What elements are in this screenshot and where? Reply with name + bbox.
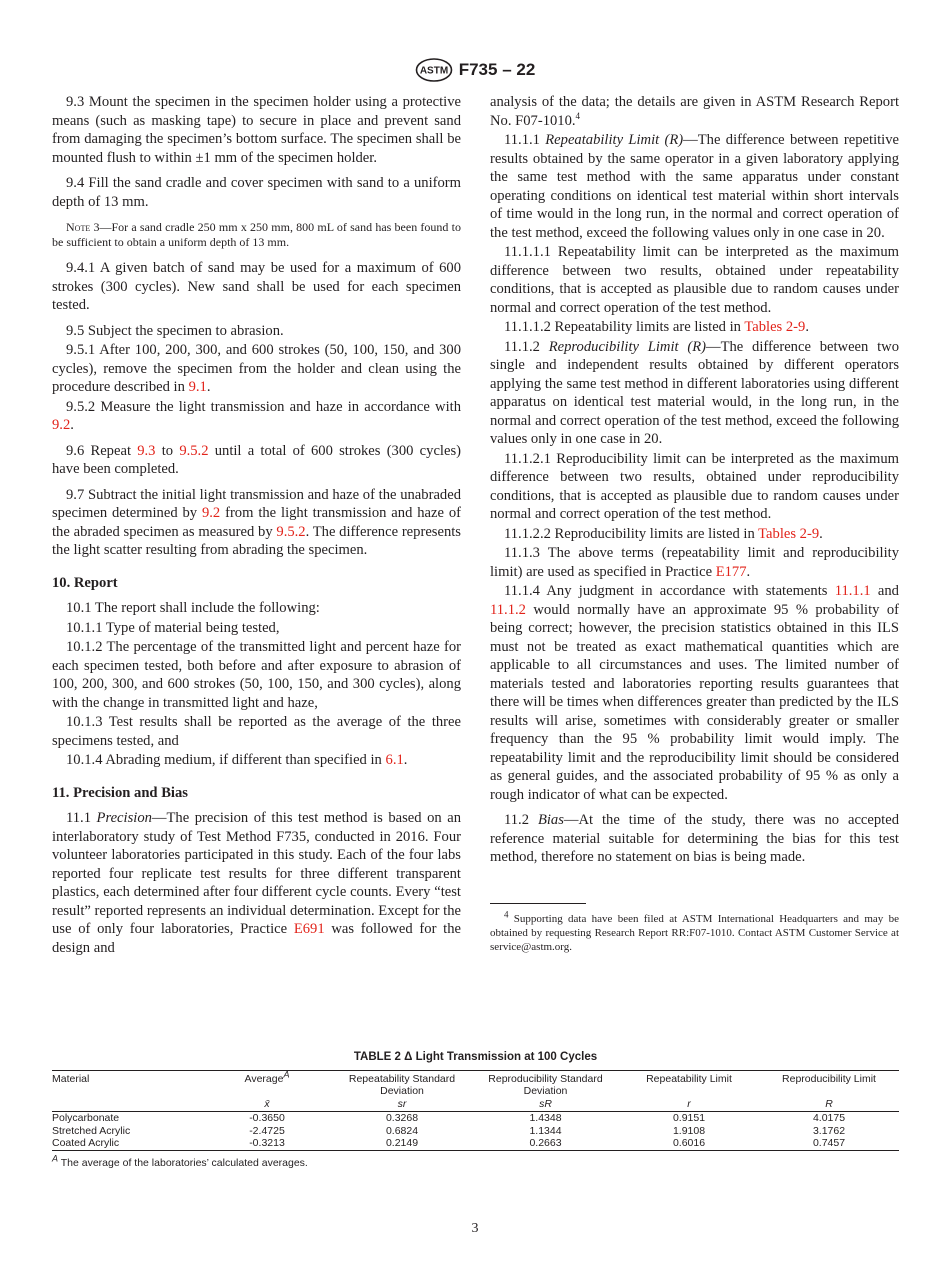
paragraph-10-1-4: 10.1.4 Abrading medium, if different than specified in 6.1. [66,752,408,768]
paragraph-11-1-3: 11.1.3 The above terms (repeatability limit and reproducibility limit) are used as specified in Practice E177. [490,545,899,580]
column-header: Reproducibility Standard Deviation [488,1072,603,1097]
table-cell: 0.3268 [385,1112,419,1124]
table-cell: 0.2663 [529,1137,562,1149]
column-header: Average$^A$ [244,1069,290,1085]
column-header: Reproducibility Limit [782,1072,876,1085]
link-9-5-2[interactable]: 9.5.2 [179,442,209,459]
table-symbol-row [52,1098,899,1112]
section-heading-precision-bias: 11. Precision and Bias [52,784,188,801]
table-2 [52,1051,899,1169]
link-9-5-2[interactable]: 9.5.2 [276,523,306,540]
symbol-cell [52,1098,202,1112]
paragraph-11-1-4: 11.1.4 Any judgment in accordance with statements 11.1.1 and 11.1.2 would normally have an approximate 95 % probability of being correct; however, the precision statistics obtained in this ILS must not be treated as exact mathematical quantities which are applicable to all circumstances and uses. The limited number of materials tested and laboratories reporting results guarantees that there will be times when differences greater than predicted by the ILS results will arise, sometimes with considerably greater or smaller frequency than the 95 % probability limit would imply. The repeatability limit and the reproducibility limit should be considered as general guides, and the associated probability of 95 % as only a rough indicator of what can be expected. [490,583,899,803]
paragraph-11-1-1: 11.1.1 Repeatability Limit (R)—The difference between repetitive results obtained by the same operator in a given laboratory applying the same test method with the same apparatus under constant operating conditions on identical test material within short intervals of time would in the long run, in the normal and correct operation of the test method, exceed the following values only in one case in 20. [490,132,900,241]
table-cell: 0.7457 [812,1137,846,1149]
link-tables-2-9[interactable]: Tables 2-9 [744,319,806,335]
table-cell: Coated Acrylic [52,1137,120,1149]
paragraph-11-1-1-2: 11.1.1.2 Repeatability limits are listed in Tables 2-9. [504,319,809,335]
paragraph-11-1-2: 11.1.2 Reproducibility Limit (R)—The difference between two single and independent results obtained by different operators applying the same test method in different laboratories using different apparatus on identical test material would, in the long run, in the normal and correct operation of the test method, exceed the following values only in one case in 20. [490,338,900,447]
paragraph-10-1-2: 10.1.2 The percentage of the transmitted light and percent haze for each specimen tested, both before and after exposure to abrasion of 100, 200, 300, and 600 strokes (50, 100, 150, and 300 cycles), along with the change in transmitted light and haze, [52,639,461,711]
footnote-divider [490,903,586,904]
symbol-cell: R [759,1098,899,1112]
paragraph-11-1-2-2: 11.1.2.2 Reproducibility limits are listed in Tables 2-9. [504,525,823,542]
paragraph-10-1-1: 10.1.1 Type of material being tested, [66,619,280,636]
table-cell: Polycarbonate [52,1112,120,1124]
paragraph-9-7: 9.7 Subtract the initial light transmission and haze of the unabraded specimen determined by 9.2 from the light transmission and haze of the abraded specimen as measured by 9.5.2. The difference represents the light scatter resulting from abrading the specimen. [52,486,462,558]
symbol-cell: r [619,1098,759,1112]
table-cell: 3.1762 [812,1124,846,1137]
paragraph-11-2: 11.2 Bias—At the time of the study, there was no accepted reference material suitable for determining the bias for this test method, therefore no statement on bias is being made. [490,812,899,865]
paragraph-11-1: 11.1 Precision—The precision of this test method is based on an interlaboratory study of Test Method F735, conducted in 2016. Four volunteer laboratories participated in this study. Each of the four labs reported four replicate test results for three different transparent plastics, each determined after four different cycle counts. Every “test result” reported represents an individual determination. Except for the use of only four laboratories, Practice E691 was followed for the design and [52,810,462,956]
table-cell: 0.6824 [385,1124,419,1137]
note-3-text: —For a sand cradle 250 mm x 250 mm, 800 mL of sand has been found to be sufficient to obtain a uniform depth of 13 mm. [52,220,461,249]
note-3-label: Note 3 [66,220,100,234]
page-number: 3 [471,1221,479,1236]
table-footnote: $^A$ The average of the laboratories’ calculated averages. [52,1153,308,1169]
paragraph-9-3: 9.3 Mount the specimen in the specimen holder using a protective means (such as masking tape) to secure in place and prevent sand from damaging the specimen’s bottom surface. The specimen shall be mounted flush to within ±1 mm of the specimen holder. [52,94,461,166]
table-header-row [52,1070,899,1098]
paragraph-10-1-3: 10.1.3 Test results shall be reported as the average of the three specimens tested, and [52,714,461,749]
link-9-1[interactable]: 9.1 [188,379,207,395]
paragraph-11-1-2-1: 11.1.2.1 Reproducibility limit can be interpreted as the maximum difference between two results, obtained under reproducibility conditions, that is accepted as plausible due to random causes under normal and correct operation of the test method. [490,450,899,522]
precision-table [52,1070,899,1151]
astm-logo-icon [415,58,453,82]
column-header: Material [52,1072,90,1085]
table-cell: -2.4725 [249,1124,285,1137]
standard-designation: F735 – 22 [458,60,536,79]
link-9-3[interactable]: 9.3 [137,442,156,459]
paragraph-9-4-1: 9.4.1 A given batch of sand may be used for a maximum of 600 strokes (300 cycles). New sand shall be used for each specimen tested. [52,260,461,313]
table-row [52,1137,899,1150]
table-cell: 1.1344 [529,1124,562,1137]
link-9-2[interactable]: 9.2 [52,417,71,433]
paragraph-11-1-continued: analysis of the data; the details are given in ASTM Research Report No. F07-1010.$^4$ [490,94,899,129]
astm-logo-text: ASTM [419,65,448,77]
link-e177[interactable]: E177 [715,563,747,580]
table-row [52,1125,899,1138]
link-11-1-1[interactable]: 11.1.1 [834,583,871,599]
section-heading-report: 10. Report [52,574,118,591]
right-column [490,93,899,961]
table-cell: -0.3650 [249,1112,285,1124]
link-6-1[interactable]: 6.1 [385,752,404,768]
table-row [52,1112,899,1125]
symbol-cell: sR [472,1098,619,1112]
table-title: TABLE 2 Δ Light Transmission at 100 Cycles [353,1051,598,1063]
link-tables-2-9[interactable]: Tables 2-9 [758,525,820,542]
table-cell: -0.3213 [249,1137,285,1149]
footnote-ref-4: 4 [575,110,581,121]
column-header: Repeatability Limit [646,1072,732,1085]
left-column [52,93,461,964]
paragraph-9-5: 9.5 Subject the specimen to abrasion. [66,322,284,339]
symbol-cell: sr [332,1098,472,1112]
link-11-1-2[interactable]: 11.1.2 [490,601,526,618]
table-cell: Stretched Acrylic [52,1124,131,1137]
paragraph-9-5-2: 9.5.2 Measure the light transmission and haze in accordance with 9.2. [52,398,461,433]
paragraph-9-4: 9.4 Fill the sand cradle and cover specimen with sand to a uniform depth of 13 mm. [52,175,461,210]
table-cell: 1.9108 [672,1124,706,1137]
paragraph-10-1: 10.1 The report shall include the following: [66,600,320,616]
link-e691[interactable]: E691 [293,921,325,937]
paragraph-9-6: 9.6 Repeat 9.3 to 9.5.2 until a total of 600 strokes (300 cycles) have been completed. [52,442,462,477]
paragraph-9-5-1: 9.5.1 After 100, 200, 300, and 600 strokes (50, 100, 150, and 300 cycles), remove the specimen from the holder and clean using the procedure described in 9.1. [52,342,461,395]
note-3 [52,220,461,250]
table-cell: 0.9151 [672,1112,706,1124]
table-cell: 0.2149 [385,1137,419,1149]
link-9-2[interactable]: 9.2 [201,505,221,521]
column-header: Repeatability Standard Deviation [348,1072,456,1097]
table-cell: 4.0175 [812,1112,846,1124]
paragraph-11-1-1-1: 11.1.1.1 Repeatability limit can be interpreted as the maximum difference between two results, obtained under repeatability conditions, that is accepted as plausible due to random causes under normal and correct operation of the test method. [490,244,899,316]
table-cell: 1.4348 [529,1112,562,1124]
table-cell: 0.6016 [672,1137,706,1149]
footnote-4: $^4$ Supporting data have been filed at ASTM International Headquarters and may be obtained by requesting Research Report RR:F07-1010. Contact ASTM Customer Service at service@astm.org. [490,908,899,953]
page-header [0,57,950,83]
symbol-cell: x̄ [202,1098,332,1112]
